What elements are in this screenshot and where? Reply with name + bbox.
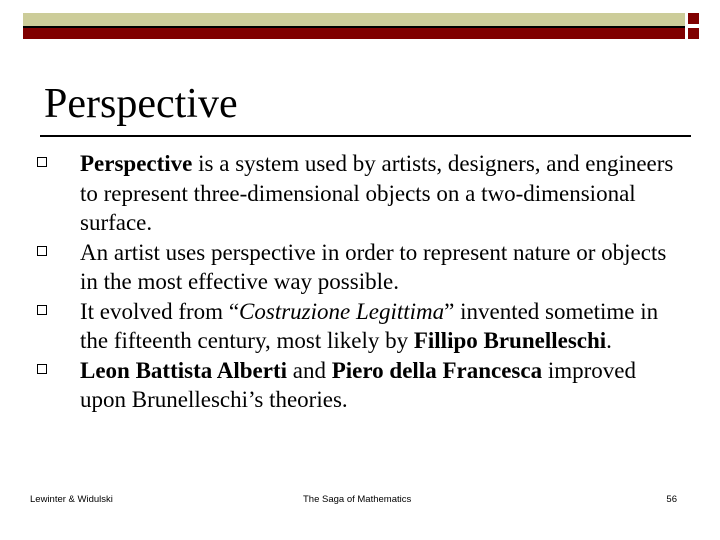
bullet-text-segment: . [606,328,612,353]
corner-square-top [688,13,699,24]
bullet-list [37,149,687,415]
bullet-text-segment: An artist uses perspective in order to represent nature or objects in the most effective way possible. [80,239,667,294]
bullet-text-segment: Leon Battista Alberti [80,357,287,383]
bullet-item [37,297,687,356]
hollow-square-bullet-icon [37,305,47,315]
corner-square-bottom [688,28,699,39]
bullet-item [37,356,687,415]
bullet-text-segment: is a system used by artists, designers, and engineers to represent three-dimensional objects on a two-dimensional surface. [80,151,674,235]
bullet-item [37,238,687,297]
bullet-text-segment: Costruzione Legittima [239,298,445,324]
hollow-square-bullet-icon [37,246,47,256]
footer-authors: Lewinter & Widulski [30,494,113,505]
bullet-text-segment: ” invented sometime in the fifteenth century, most likely by [80,298,659,353]
bullet-text-segment: Piero della Francesca [331,357,543,383]
header-band [23,13,685,28]
hollow-square-bullet-icon [37,364,47,374]
bullet-text-segment: and [287,357,332,383]
header-accent-bar [23,28,685,39]
bullet-text-segment: Perspective [80,151,193,176]
bullet-item [37,149,687,238]
bullet-text-segment: Fillipo Brunelleschi [413,328,607,353]
slide-title: Perspective [44,81,238,127]
title-divider [40,135,691,137]
bullet-text-segment: It evolved from “ [80,298,240,324]
hollow-square-bullet-icon [37,157,47,167]
bullet-text-segment: improved upon Brunelleschi’s theories. [80,357,636,412]
page-number: 56 [666,494,677,505]
footer-title: The Saga of Mathematics [303,494,412,505]
